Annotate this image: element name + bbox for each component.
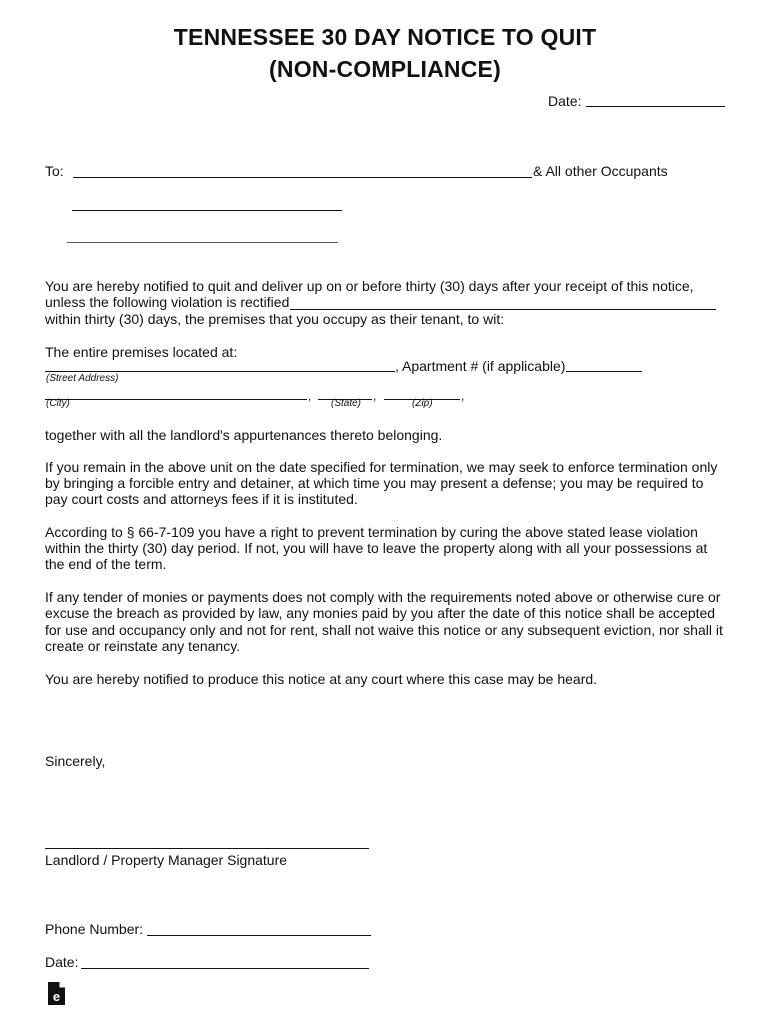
violation-field[interactable] bbox=[290, 309, 716, 310]
date-field[interactable] bbox=[586, 106, 725, 107]
closing-text: Sincerely, bbox=[45, 753, 106, 769]
tenant-address-line2-field[interactable] bbox=[67, 242, 338, 243]
bottom-date-field[interactable] bbox=[81, 968, 369, 969]
street-address-caption: (Street Address) bbox=[46, 373, 119, 384]
apartment-field[interactable] bbox=[566, 371, 642, 372]
court-notice-paragraph: You are hereby notified to produce this notice at any court where this case may be heard. bbox=[45, 671, 598, 687]
notice-paragraph-line2: unless the following violation is rectified bbox=[45, 294, 290, 310]
city-field[interactable] bbox=[45, 399, 307, 400]
phone-label: Phone Number: bbox=[45, 921, 144, 937]
comma-separator: , bbox=[461, 389, 465, 403]
forcible-entry-paragraph-line: pay court costs and attorneys fees if it is instituted. bbox=[45, 491, 358, 507]
cure-right-paragraph-line: According to § 66-7-109 you have a right to prevent termination by curing the above stated lease violation bbox=[45, 524, 698, 540]
tender-paragraph-line: excuse the breach as provided by law, any monies paid by you after the date of this notice shall be accepted bbox=[45, 605, 716, 621]
zip-caption: (Zip) bbox=[412, 398, 433, 409]
phone-field[interactable] bbox=[147, 935, 371, 936]
document-subtitle: (NON-COMPLIANCE) bbox=[269, 56, 501, 82]
signature-field[interactable] bbox=[45, 848, 369, 849]
occupants-text: & All other Occupants bbox=[533, 163, 668, 179]
city-caption: (City) bbox=[46, 398, 70, 409]
street-address-field[interactable] bbox=[45, 371, 395, 372]
forcible-entry-paragraph-line: by bringing a forcible entry and detainer, at which time you may present a defense; you may be required to bbox=[45, 475, 704, 491]
svg-text:e: e bbox=[52, 989, 61, 1004]
notice-paragraph-line1: You are hereby notified to quit and deliver up on or before thirty (30) days after your receipt of this notice, bbox=[45, 278, 694, 294]
signature-label: Landlord / Property Manager Signature bbox=[45, 852, 288, 868]
apartment-label: , Apartment # (if applicable) bbox=[395, 358, 566, 374]
tenant-address-line1-field[interactable] bbox=[72, 210, 342, 211]
comma-separator: , bbox=[373, 389, 377, 403]
tenant-name-field[interactable] bbox=[73, 177, 532, 178]
to-label: To: bbox=[45, 163, 64, 179]
tender-paragraph-line: for use and occupancy only and not for rent, shall not waive this notice or any subsequent eviction, nor shall it bbox=[45, 622, 723, 638]
appurtenances-text: together with all the landlord's appurtenances thereto belonging. bbox=[45, 427, 443, 443]
notice-paragraph-line3: within thirty (30) days, the premises that you occupy as their tenant, to wit: bbox=[45, 311, 505, 327]
forcible-entry-paragraph-line: If you remain in the above unit on the date specified for termination, we may seek to enforce termination only bbox=[45, 459, 718, 475]
cure-right-paragraph-line: the end of the term. bbox=[45, 556, 167, 572]
tender-paragraph-line: If any tender of monies or payments does not comply with the requirements noted above or otherwise cure or bbox=[45, 589, 721, 605]
tender-paragraph-line: create or reinstate any tenancy. bbox=[45, 638, 241, 654]
premises-label: The entire premises located at: bbox=[45, 344, 238, 360]
state-caption: (State) bbox=[331, 398, 362, 409]
date-label: Date: bbox=[548, 93, 582, 109]
comma-separator: , bbox=[308, 389, 312, 403]
eforms-logo-icon bbox=[47, 980, 66, 1006]
bottom-date-label: Date: bbox=[45, 954, 79, 970]
document-title: TENNESSEE 30 DAY NOTICE TO QUIT bbox=[173, 24, 597, 50]
cure-right-paragraph-line: within the thirty (30) day period. If not, you will have to leave the property along with all your possessions at bbox=[45, 540, 708, 556]
